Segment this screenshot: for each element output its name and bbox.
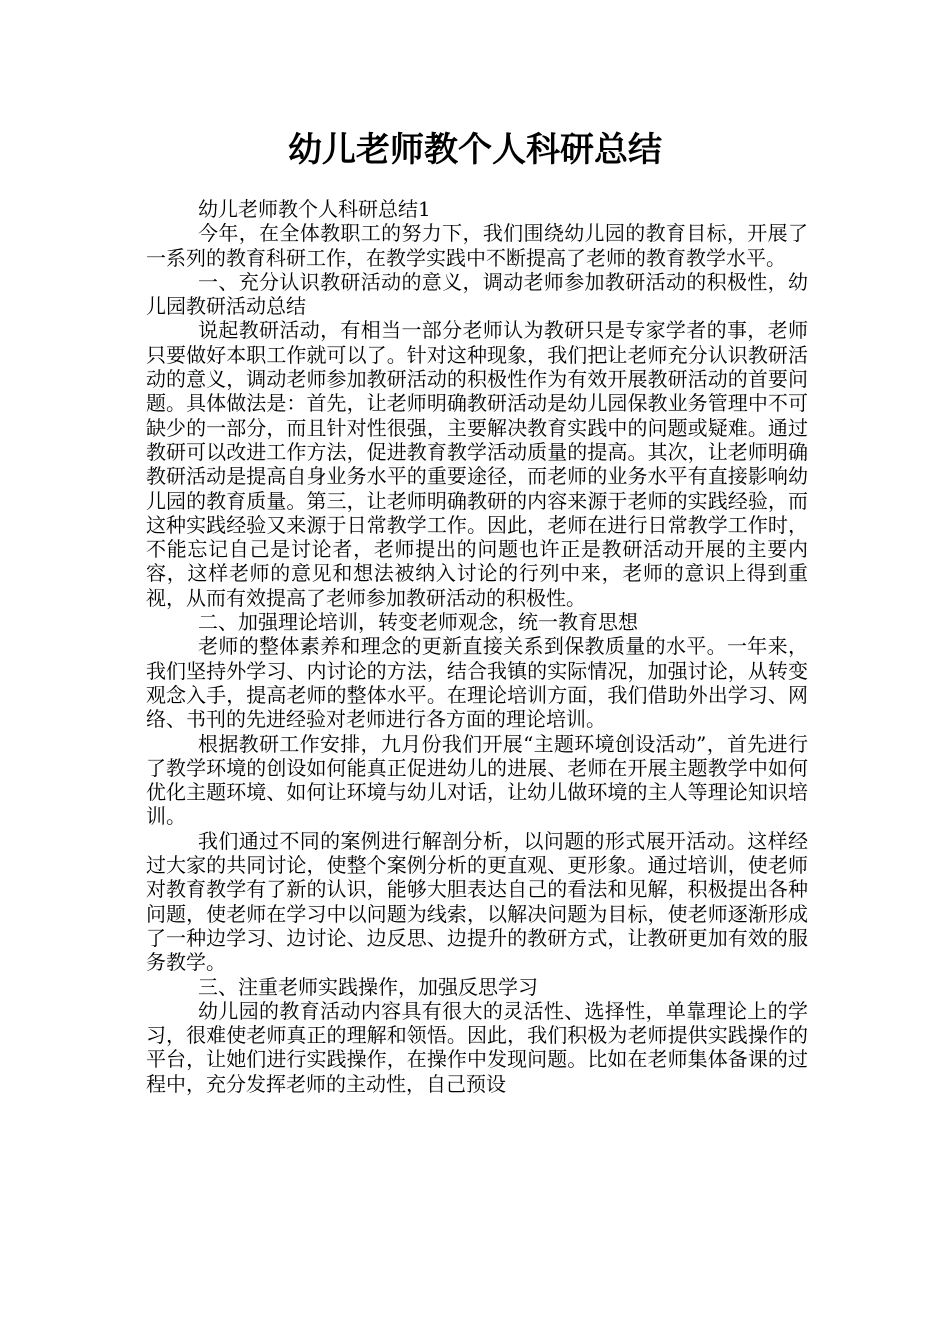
paragraph: 根据教研工作安排，九月份我们开展“主题环境创设活动”，首先进行了教学环境的创设如何能真正促进幼儿的进展、老师在开展主题教学中如何优化主题环境、如何让环境与幼儿对话，让幼儿做环境的主人等理论知识培训。 bbox=[146, 731, 808, 829]
section-heading-2: 二、加强理论培训，转变老师观念，统一教育思想 bbox=[198, 610, 638, 635]
paragraph-subtitle: 幼儿老师教个人科研总结1 bbox=[198, 197, 431, 221]
paragraph: 说起教研活动，有相当一部分老师认为教研只是专家学者的事，老师只要做好本职工作就可以了。针对这种现象，我们把让老师充分认识教研活动的意义，调动老师参加教研活动的积极性作为有效开展教研活动的首要问题。具体做法是：首先，让老师明确教研活动是幼儿园保教业务管理中不可缺少的一部分，而且针对性很强，主要解决教育实践中的问题或疑难。通过教研可以改进工作方法，促进教育教学活动质量的提高。其次，让老师明确教研活动是提高自身业务水平的重要途径，而老师的业务水平有直接影响幼儿园的教育质量。第三，让老师明确教研的内容来源于老师的实践经验，而这种实践经验又来源于日常教学工作。因此，老师在进行日常教学工作时，不能忘记自己是讨论者，老师提出的问题也许正是教研活动开展的主要内容，这样老师的意见和想法被纳入讨论的行列中来，老师的意识上得到重视，从而有效提高了老师参加教研活动的积极性。 bbox=[146, 318, 808, 610]
document-body bbox=[146, 197, 808, 1096]
paragraph: 老师的整体素养和理念的更新直接关系到保教质量的水平。一年来，我们坚持外学习、内讨论的方法，结合我镇的实际情况，加强讨论，从转变观念入手，提高老师的整体水平。在理论培训方面，我们借助外出学习、网络、书刊的先进经验对老师进行各方面的理论培训。 bbox=[146, 634, 808, 732]
paragraph: 幼儿园的教育活动内容具有很大的灵活性、选择性，单靠理论上的学习，很难使老师真正的理解和领悟。因此，我们积极为老师提供实践操作的平台，让她们进行实践操作，在操作中发现问题。比如在老师集体备课的过程中，充分发挥老师的主动性，自己预设 bbox=[146, 998, 808, 1096]
section-heading-3: 三、注重老师实践操作，加强反思学习 bbox=[198, 974, 538, 999]
paragraph-intro: 今年，在全体教职工的努力下，我们围绕幼儿园的教育目标，开展了一系列的教育科研工作，在教学实践中不断提高了老师的教育教学水平。 bbox=[146, 221, 808, 270]
section-heading-1: 一、充分认识教研活动的意义，调动老师参加教研活动的积极性，幼儿园教研活动总结 bbox=[146, 269, 808, 319]
paragraph: 我们通过不同的案例进行解剖分析，以问题的形式展开活动。这样经过大家的共同讨论，使整个案例分析的更直观、更形象。通过培训，使老师对教育教学有了新的认识，能够大胆表达自己的看法和见解，积极提出各种问题，使老师在学习中以问题为线索，以解决问题为目标，使老师逐渐形成了一种边学习、边讨论、边反思、边提升的教研方式，让教研更加有效的服务教学。 bbox=[146, 828, 808, 975]
document-title: 幼儿老师教个人科研总结 bbox=[288, 130, 662, 170]
